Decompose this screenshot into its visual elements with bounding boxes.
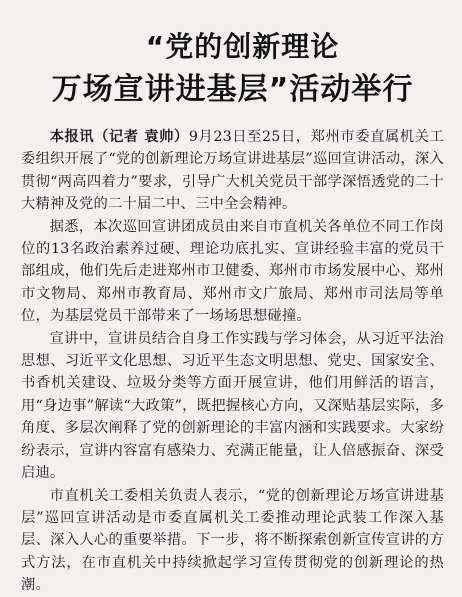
article-byline: 本报讯（记者 袁帅） (49, 129, 189, 145)
article-paragraph-4: 市直机关工委相关负责人表示，“党的创新理论万场宣讲进基层”巡回宣讲活动是市委直属机关工委推动理论武装工作深入基层、深入人心的重要举措。下一步，将不断探索创新宣传宣讲的方式方法，在市直机关中持续掀起学习宣传贯彻党的创新理论的热潮。 (21, 487, 444, 594)
paragraph-1-text: 9月23日至25日，郑州市委直属机关工委组织开展了“党的创新理论万场宣讲进基层”巡回宣讲活动，深入贯彻“两高四着力”要求，引导广大机关党员干部学深悟透党的二十大精神及党的二十届二中、三中全会精神。 (21, 129, 444, 213)
article-paragraph-1 (21, 126, 444, 216)
headline-line-2: 万场宣讲进基层”活动举行 (51, 72, 414, 107)
article-headline (21, 26, 444, 112)
article-body (21, 126, 444, 597)
article-paragraph-2: 据悉，本次巡回宣讲团成员由来自市直机关各单位不同工作岗位的13名政治素养过硬、理论功底扎实、宣讲经验丰富的党员干部组成，他们先后走进郑州市卫健委、郑州市市场发展中心、郑州市文物局、郑州市教育局、郑州市文广旅局、郑州市司法局等单位，为基层党员干部带来了一场场思想碰撞。 (21, 218, 444, 325)
article-paragraph-3: 宣讲中，宣讲员结合自身工作实践与学习体会，从习近平法治思想、习近平文化思想、习近平生态文明思想、党史、国家安全、书香机关建设、垃圾分类等方面开展宣讲，他们用鲜活的语言，用“身边事”解读“大政策”，既把握核心方向，又深贴基层实际，多角度、多层次阐释了党的创新理论的丰富内涵和实践要求。大家纷纷表示，宣讲内容富有感染力、充满正能量，让人倍感振奋、深受启迪。 (21, 330, 444, 482)
headline-line-1: “党的创新理论 (145, 30, 340, 63)
